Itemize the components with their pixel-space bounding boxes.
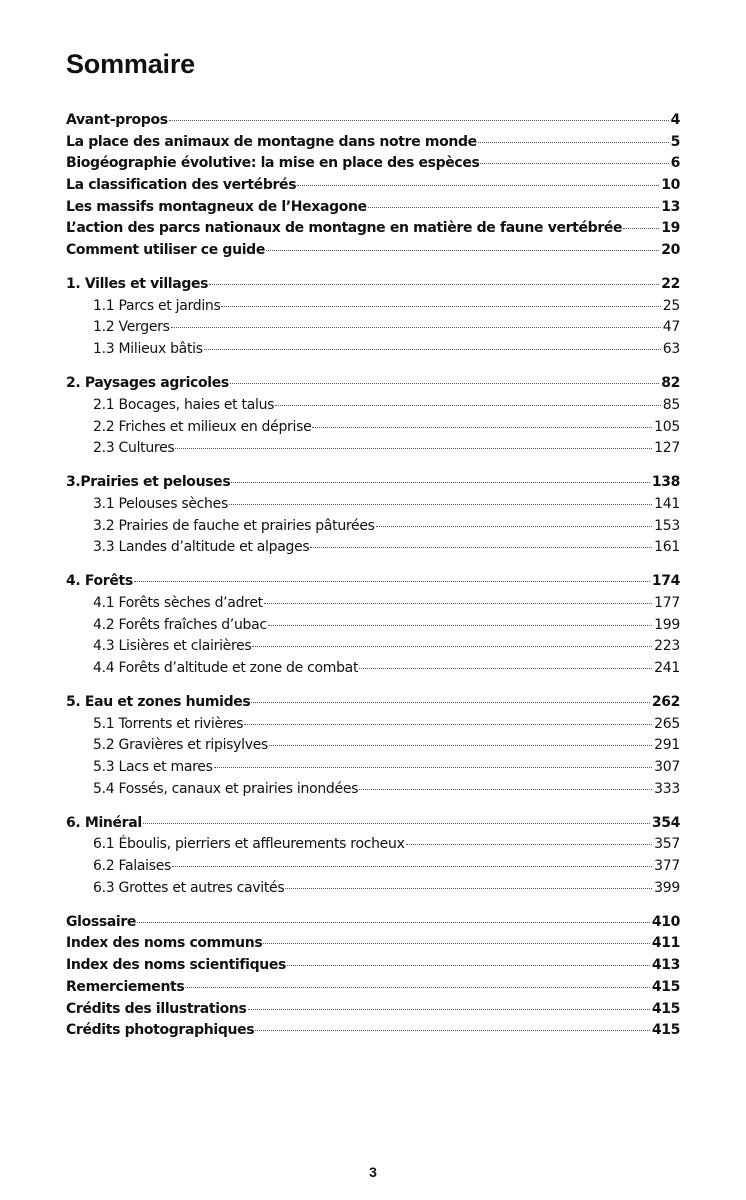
- toc-entry-label: Crédits des illustrations: [66, 1000, 247, 1017]
- toc-entry-page: 265: [654, 715, 680, 732]
- toc-subentry[interactable]: [66, 593, 680, 615]
- toc-subentry[interactable]: [66, 417, 680, 439]
- toc-entry-label: 6.2 Falaises: [93, 858, 172, 875]
- toc-subentry[interactable]: [66, 317, 680, 339]
- toc-entry[interactable]: [66, 813, 680, 835]
- dot-leader: [134, 581, 650, 582]
- dot-leader: [480, 163, 668, 164]
- toc-entry-page: 10: [661, 177, 680, 194]
- toc-entry-page: 47: [662, 319, 680, 336]
- toc-entry-page: 105: [654, 418, 680, 435]
- toc-entry-page: 291: [654, 737, 680, 754]
- toc-entry-label: Glossaire: [66, 913, 137, 930]
- toc-subentry[interactable]: [66, 395, 680, 417]
- toc-subentry[interactable]: [66, 615, 680, 637]
- toc-entry-page: 307: [654, 759, 680, 776]
- toc-section: [66, 274, 680, 361]
- dot-leader: [209, 284, 659, 285]
- toc-entry[interactable]: [66, 933, 680, 955]
- toc-subentry[interactable]: [66, 878, 680, 900]
- dot-leader: [264, 603, 652, 604]
- toc-entry-page: 415: [651, 1000, 680, 1017]
- dot-leader: [285, 888, 652, 889]
- toc-entry[interactable]: [66, 472, 680, 494]
- toc-entry[interactable]: [66, 110, 680, 132]
- toc-entry-label: 4.2 Forêts fraîches d’ubac: [93, 616, 267, 633]
- dot-leader: [263, 943, 649, 944]
- dot-leader: [478, 142, 669, 143]
- toc-subentry[interactable]: [66, 757, 680, 779]
- toc-entry-label: Avant-propos: [66, 112, 168, 128]
- dot-leader: [406, 844, 653, 845]
- dot-leader: [231, 482, 650, 483]
- toc-entry-label: Remerciements: [66, 978, 185, 995]
- toc-section: [66, 110, 680, 262]
- dot-leader: [312, 427, 652, 428]
- toc-entry-label: 1.1 Parcs et jardins: [93, 297, 221, 314]
- dot-leader: [172, 866, 652, 867]
- toc-entry-label: 4.4 Forêts d’altitude et zone de combat: [93, 660, 359, 676]
- dot-leader: [143, 823, 650, 824]
- dot-leader: [297, 185, 659, 186]
- toc-entry-label: Crédits photographiques: [66, 1022, 255, 1039]
- toc-entry[interactable]: [66, 153, 680, 175]
- toc-entry-page: 377: [654, 858, 680, 875]
- dot-leader: [221, 306, 660, 307]
- toc-entry-label: 6.3 Grottes et autres cavités: [93, 879, 285, 896]
- toc-entry[interactable]: [66, 692, 680, 714]
- toc-entry-page: 25: [662, 297, 680, 314]
- toc-section: [66, 813, 680, 900]
- toc-entry[interactable]: [66, 1020, 680, 1042]
- dot-leader: [175, 448, 652, 449]
- toc-entry-label: 1.2 Vergers: [93, 319, 170, 336]
- toc-entry-label: L’action des parcs nationaux de montagne en matière de faune vertébrée: [66, 220, 623, 237]
- dot-leader: [359, 668, 652, 669]
- toc-section: [66, 472, 680, 559]
- toc-entry-page: 410: [651, 913, 680, 930]
- dot-leader: [171, 327, 661, 328]
- toc-entry[interactable]: [66, 240, 680, 262]
- toc-entry-label: 4.3 Lisières et clairières: [93, 638, 252, 655]
- toc-entry[interactable]: [66, 175, 680, 197]
- dot-leader: [275, 405, 661, 406]
- toc-entry[interactable]: [66, 274, 680, 296]
- toc-subentry[interactable]: [66, 714, 680, 736]
- toc-entry-page: 6: [670, 155, 680, 172]
- toc-entry-page: 5: [670, 133, 680, 150]
- toc-entry-label: 5.1 Torrents et rivières: [93, 715, 244, 732]
- toc-subentry[interactable]: [66, 834, 680, 856]
- toc-entry-page: 262: [651, 693, 680, 710]
- toc-entry-page: 177: [654, 594, 680, 611]
- toc-entry-page: 153: [654, 517, 680, 534]
- toc-entry-label: 2.3 Cultures: [93, 440, 175, 457]
- toc-subentry[interactable]: [66, 856, 680, 878]
- toc-entry-label: 3.2 Prairies de fauche et prairies pâturées: [93, 517, 375, 534]
- dot-leader: [244, 724, 652, 725]
- toc-entry-label: 4.1 Forêts sèches d’adret: [93, 594, 263, 611]
- toc-entry[interactable]: [66, 912, 680, 934]
- dot-leader: [287, 965, 650, 966]
- dot-leader: [248, 1009, 650, 1010]
- table-of-contents: [66, 110, 680, 1054]
- toc-entry-label: 2. Paysages agricoles: [66, 375, 229, 392]
- toc-entry-page: 22: [661, 276, 680, 293]
- toc-entry-label: Les massifs montagneux de l’Hexagone: [66, 198, 367, 215]
- toc-entry-page: 127: [654, 440, 680, 457]
- toc-entry-label: 3.3 Landes d’altitude et alpages: [93, 539, 310, 556]
- toc-entry-label: 5.2 Gravières et ripisylves: [93, 737, 269, 754]
- toc-entry-label: 5. Eau et zones humides: [66, 693, 251, 710]
- toc-subentry[interactable]: [66, 296, 680, 318]
- toc-entry-page: 13: [661, 198, 680, 215]
- toc-entry-label: Index des noms scientifiques: [66, 957, 286, 974]
- toc-entry-label: Biogéographie évolutive: la mise en place des espèces: [66, 155, 480, 172]
- dot-leader: [266, 250, 659, 251]
- toc-entry-page: 415: [651, 978, 680, 995]
- toc-entry-page: 174: [651, 573, 680, 590]
- dot-leader: [623, 228, 659, 229]
- dot-leader: [376, 526, 653, 527]
- toc-subentry[interactable]: [66, 636, 680, 658]
- toc-subentry[interactable]: [66, 537, 680, 559]
- toc-section: [66, 912, 680, 1042]
- toc-entry-page: 4: [670, 112, 680, 128]
- toc-entry[interactable]: [66, 977, 680, 999]
- toc-entry-label: 6. Minéral: [66, 814, 142, 831]
- dot-leader: [230, 383, 659, 384]
- dot-leader: [268, 625, 652, 626]
- toc-entry[interactable]: [66, 197, 680, 219]
- toc-entry-label: 5.4 Fossés, canaux et prairies inondées: [93, 780, 359, 797]
- toc-entry[interactable]: [66, 373, 680, 395]
- toc-entry-label: Index des noms communs: [66, 935, 263, 952]
- toc-entry[interactable]: [66, 571, 680, 593]
- toc-entry-page: 354: [651, 814, 680, 831]
- toc-entry-page: 241: [654, 660, 680, 676]
- toc-section: [66, 571, 680, 679]
- dot-leader: [214, 767, 653, 768]
- toc-subentry[interactable]: [66, 735, 680, 757]
- toc-entry-page: 223: [654, 638, 680, 655]
- toc-entry-page: 161: [654, 539, 680, 556]
- toc-entry-page: 399: [654, 879, 680, 896]
- toc-subentry[interactable]: [66, 658, 680, 680]
- toc-entry-page: 199: [654, 616, 680, 633]
- toc-section: [66, 373, 680, 460]
- dot-leader: [368, 207, 659, 208]
- toc-entry-page: 413: [651, 957, 680, 974]
- page-number: 3: [369, 1164, 377, 1180]
- toc-entry[interactable]: [66, 132, 680, 154]
- dot-leader: [252, 646, 652, 647]
- toc-subentry[interactable]: [66, 516, 680, 538]
- toc-subentry[interactable]: [66, 438, 680, 460]
- toc-entry-label: 2.2 Friches et milieux en déprise: [93, 418, 312, 435]
- dot-leader: [137, 922, 650, 923]
- toc-entry-label: La place des animaux de montagne dans notre monde: [66, 133, 477, 150]
- toc-entry-label: 2.1 Bocages, haies et talus: [93, 396, 275, 413]
- toc-entry-label: La classification des vertébrés: [66, 177, 297, 194]
- dot-leader: [185, 987, 649, 988]
- toc-entry-page: 19: [661, 220, 680, 237]
- toc-entry-page: 357: [654, 836, 680, 853]
- dot-leader: [310, 547, 652, 548]
- dot-leader: [169, 120, 669, 121]
- toc-subentry[interactable]: [66, 494, 680, 516]
- dot-leader: [251, 702, 649, 703]
- toc-section: [66, 692, 680, 800]
- toc-entry-label: Comment utiliser ce guide: [66, 242, 265, 259]
- toc-entry[interactable]: [66, 999, 680, 1021]
- toc-entry-page: 82: [661, 375, 680, 392]
- toc-entry-label: 3.Prairies et pelouses: [66, 474, 231, 491]
- toc-entry-label: 5.3 Lacs et mares: [93, 759, 213, 776]
- toc-subentry[interactable]: [66, 779, 680, 801]
- toc-subentry[interactable]: [66, 339, 680, 361]
- page-title: Sommaire: [66, 49, 195, 79]
- toc-entry-label: 6.1 Éboulis, pierriers et affleurements rocheux: [93, 836, 405, 853]
- dot-leader: [359, 789, 652, 790]
- dot-leader: [204, 349, 661, 350]
- toc-entry-label: 3.1 Pelouses sèches: [93, 495, 228, 512]
- toc-entry-label: 4. Forêts: [66, 573, 133, 590]
- dot-leader: [269, 745, 652, 746]
- toc-entry-page: 333: [654, 780, 680, 797]
- toc-entry-page: 85: [662, 396, 680, 413]
- toc-entry-label: 1. Villes et villages: [66, 276, 209, 293]
- toc-entry-label: 1.3 Milieux bâtis: [93, 341, 203, 358]
- toc-entry-page: 20: [661, 242, 680, 259]
- toc-entry[interactable]: [66, 218, 680, 240]
- dot-leader: [255, 1030, 650, 1031]
- toc-entry-page: 63: [662, 341, 680, 358]
- dot-leader: [229, 504, 652, 505]
- toc-entry-page: 411: [651, 935, 680, 952]
- toc-entry-page: 415: [651, 1022, 680, 1039]
- toc-entry-page: 141: [654, 495, 680, 512]
- toc-entry-page: 138: [651, 474, 680, 491]
- toc-entry[interactable]: [66, 955, 680, 977]
